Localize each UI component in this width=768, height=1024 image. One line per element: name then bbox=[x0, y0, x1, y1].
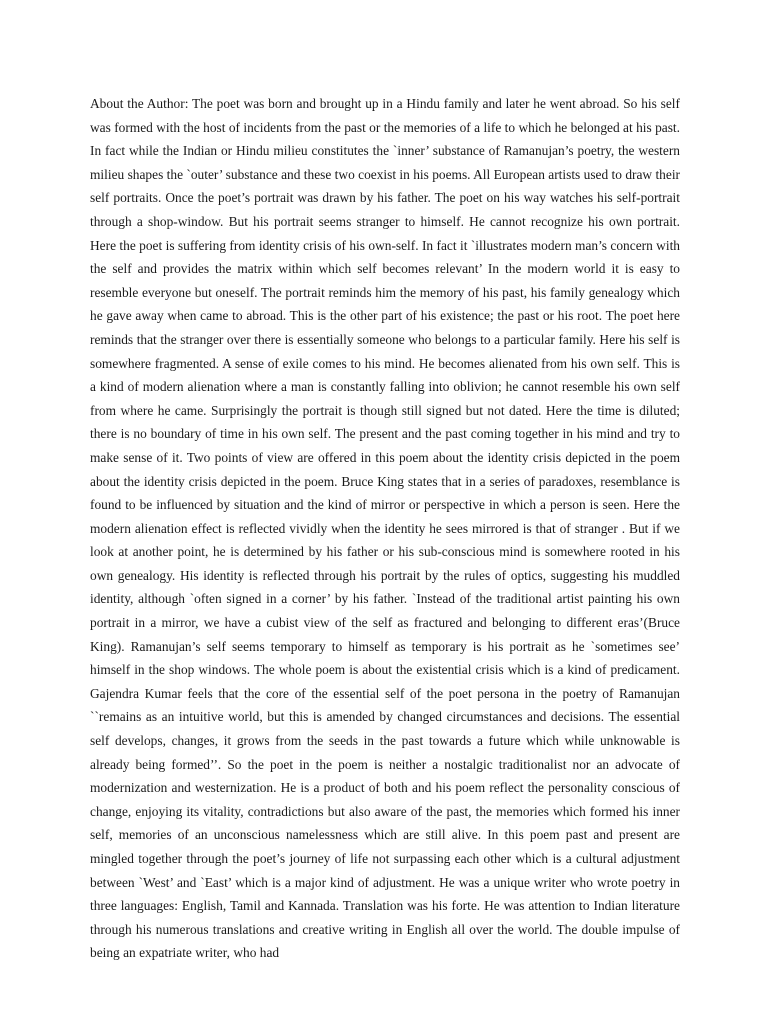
body-paragraph: About the Author: The poet was born and brought up in a Hindu family and later he went abroad. So his self was formed with the host of incidents from the past or the memories of a life to which he belonged at his past. In fact while the Indian or Hindu milieu constitutes the `inner’ substance of Ramanujan’s poetry, the western milieu shapes the `outer’ substance and these two coexist in his poems. All European artists used to draw their self portraits. Once the poet’s portrait was drawn by his father. The poet on his way watches his self-portrait through a shop-window. But his portrait seems stranger to himself. He cannot recognize his own portrait. Here the poet is suffering from identity crisis of his own-self. In fact it `illustrates modern man’s concern with the self and provides the matrix within which self becomes relevant’ In the modern world it is easy to resemble everyone but oneself. The portrait reminds him the memory of his past, his family genealogy which he gave away when came to abroad. This is the other part of his existence; the past or his root. The poet here reminds that the stranger over there is essentially someone who belongs to a particular family. Here his self is somewhere fragmented. A sense of exile comes to his mind. He becomes alienated from his own self. This is a kind of modern alienation where a man is constantly falling into oblivion; he cannot resemble his own self from where he came. Surprisingly the portrait is though still signed but not dated. Here the time is diluted; there is no boundary of time in his own self. The present and the past coming together in his mind and try to make sense of it. Two points of view are offered in this poem about the identity crisis depicted in the poem about the identity crisis depicted in the poem. Bruce King states that in a series of paradoxes, resemblance is found to be influenced by situation and the kind of mirror or perspective in which a person is seen. Here the modern alienation effect is reflected vividly when the identity he sees mirrored is that of stranger . But if we look at another point, he is determined by his father or his sub-conscious mind is somewhere rooted in his own genealogy. His identity is reflected through his portrait by the rules of optics, suggesting his muddled identity, although `often signed in a corner’ by his father. `Instead of the traditional artist painting his own portrait in a mirror, we have a cubist view of the self as fractured and belonging to different eras’(Bruce King). Ramanujan’s self seems temporary to himself as temporary is his portrait as he `sometimes see’ himself in the shop windows. The whole poem is about the existential crisis which is a kind of predicament. Gajendra Kumar feels that the core of the essential self of the poet persona in the poetry of Ramanujan ``remains as an intuitive world, but this is amended by changed circumstances and decisions. The essential self develops, changes, it grows from the seeds in the past towards a future which while unknowable is already being formed’’. So the poet in the poem is neither a nostalgic traditionalist nor an advocate of modernization and westernization. He is a product of both and his poem reflect the personality conscious of change, enjoying its vitality, contradictions but also aware of the past, the memories which formed his inner self, memories of an unconscious namelessness which are still alive. In this poem past and present are mingled together through the poet’s journey of life not surpassing each other which is a cultural adjustment between `West’ and `East’ which is a major kind of adjustment. He was a unique writer who wrote poetry in three languages: English, Tamil and Kannada. Translation was his forte. He was attention to Indian literature through his numerous translations and creative writing in English all over the world. The double impulse of being an expatriate writer, who had bbox=[90, 96, 680, 961]
document-page bbox=[90, 92, 680, 962]
